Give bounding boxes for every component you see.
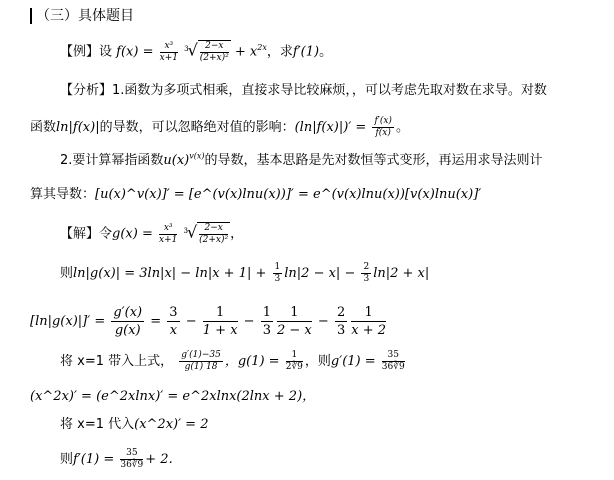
example-label: 【例】 [60, 44, 100, 60]
solution-line4-text-c: ，则 [304, 354, 331, 369]
analysis-p2-exp: v(x) [189, 151, 205, 161]
root-num: 2−x [199, 223, 228, 235]
frac-num: g′(x) [113, 305, 143, 320]
frac-den: 1 + x [202, 323, 238, 338]
frac-den: g(1) 18 [184, 362, 218, 372]
solution-line7-text: 则 [60, 452, 74, 467]
root-index: 3 [183, 227, 188, 235]
fraction-two-thirds [361, 262, 371, 285]
example-plus: + x [234, 44, 258, 60]
frac-den: 3 [363, 274, 370, 284]
minus: − [317, 314, 329, 329]
analysis-line4 [30, 186, 481, 204]
frac-num: 1 [262, 305, 271, 320]
frac-den: 36∛9 [381, 362, 405, 372]
solution-line2-text: 则 [60, 266, 74, 281]
solution-line2-math-a: ln|g(x)| = 3ln|x| − ln|x + 1| + [73, 266, 267, 281]
analysis-fraction [372, 116, 393, 139]
frac-num: f′(x) [374, 116, 392, 126]
root-num: 2−x [200, 41, 229, 53]
analysis-p2-line2-text: 算其导数： [30, 187, 96, 202]
solution-line5: (x^2x)′ = (e^2xlnx)′ = e^2xlnx(2lnx + 2)， [30, 389, 316, 404]
solution-line7-math: f′(1) = [73, 452, 115, 467]
solution-gx: g(x) = [112, 226, 153, 242]
fraction-g-prime-over-g [111, 304, 144, 339]
analysis-p2-math: u(x) [163, 153, 190, 168]
analysis-text: 函数 [30, 120, 57, 135]
fraction-final [120, 448, 143, 471]
example-text-after: ，求 [266, 44, 293, 60]
frac-num: 1 [286, 350, 303, 362]
frac-num: x³ [160, 41, 178, 53]
solution-line3-lhs: [ln|g(x)|]′ = [30, 314, 106, 329]
example-fraction [160, 41, 178, 64]
analysis-p1-line1: 1.函数为多项式相乘，直接求导比较麻烦，，可以考虑先取对数在求导。对数 [112, 83, 547, 98]
analysis-p2-line2-math: [u(x)^v(x)]′ = [e^(v(x)lnu(x))]′ = e^(v(x)lnu(x))[v(x)lnu(x)]′ [95, 187, 482, 202]
example-fx: f(x) = [116, 44, 154, 60]
example-line [60, 40, 332, 64]
fraction-1-over-3 [261, 304, 273, 339]
frac-den: g(x) [114, 323, 141, 338]
analysis-line1 [60, 82, 547, 100]
frac-den: 3 [274, 274, 281, 284]
fraction-g-prime-1 [179, 350, 223, 373]
solution-line2-math-b: ln|2 − x| − [284, 266, 356, 281]
cube-root: $^3$√ $\frac{2-x}{\text{(2+x)²}}$ [184, 40, 229, 63]
example-text: 设 [99, 44, 113, 60]
minus: − [243, 314, 255, 329]
root-den: (2+x)² [199, 53, 229, 63]
analysis-line2 [30, 116, 409, 139]
analysis-p2-text2: 的导数，基本思路是先对数恒等式变形，再运用求导法则计 [204, 153, 543, 168]
solution-line6-math: (x^2x)′ = 2 [134, 417, 209, 432]
frac-den: x+1 [159, 234, 178, 245]
frac-num: 35 [120, 448, 143, 460]
solution-line4-text: 将 x=1 带入上式， [60, 354, 174, 369]
solution-label: 【解】 [60, 226, 100, 242]
analysis-p2-text: 2.要计算幂指函数 [60, 153, 164, 168]
solution-line4-math-c: g′(1) = [330, 354, 376, 369]
frac-den: x [169, 323, 178, 338]
frac-num: g′(1)−35 [181, 350, 221, 360]
fraction-one-third [273, 262, 283, 285]
solution-text: 令 [99, 226, 113, 242]
solution-line7 [60, 448, 173, 471]
frac-num: 3 [169, 305, 178, 320]
analysis-label: 【分析】 [60, 83, 113, 98]
fraction-1-over-1-plus-x [203, 304, 238, 339]
frac-den: 3 [262, 323, 271, 338]
solution-line7-end: + 2. [145, 452, 173, 467]
root-index: 3 [184, 45, 189, 53]
frac-den: f(x) [375, 128, 391, 138]
frac-num: 1 [203, 304, 238, 322]
solution-line2-math-c: ln|2 + x| [373, 266, 430, 281]
fraction-3-over-x [167, 304, 179, 339]
frac-num: 1 [277, 304, 312, 322]
frac-num: 1 [274, 262, 281, 272]
example-period: 。 [319, 44, 333, 60]
solution-line4 [60, 350, 407, 373]
analysis-end: 。 [395, 120, 409, 135]
frac-num: 35 [382, 350, 405, 362]
solution-line6 [60, 416, 208, 434]
solution-line6-text: 将 x=1 代入 [60, 417, 135, 432]
frac-num: x³ [159, 223, 177, 235]
solution-cube-root: $^3$√ $\frac{2-x}{\text{(2+x)²}}$ [183, 222, 229, 245]
solution-fraction [159, 223, 177, 246]
fraction-g-prime-value [382, 350, 405, 373]
minus: − [185, 314, 197, 329]
solution-line4-math-b: ，g(1) = [224, 354, 280, 369]
solution-line1 [60, 222, 243, 246]
fraction-g-1 [286, 350, 303, 373]
frac-den: 2 − x [277, 323, 312, 338]
analysis-math1: ln|f(x)| [56, 120, 100, 135]
example-ask: f′(1) [292, 44, 320, 60]
frac-den: 36∛9 [120, 460, 144, 470]
solution-comma: ， [230, 226, 244, 242]
analysis-math2: (ln|f(x)|)′ = [294, 120, 367, 135]
solution-line2 [60, 262, 429, 285]
frac-den: 3 [336, 323, 346, 338]
frac-num: 1 [351, 304, 386, 322]
section-title: （三）具体题目 [36, 8, 134, 24]
fraction-1-over-2-minus-x [277, 304, 312, 339]
analysis-text2: 的导数，可以忽略绝对值的影响： [99, 120, 295, 135]
frac-num: 2 [363, 262, 370, 272]
equals: = [150, 314, 162, 329]
fraction-1-over-x-plus-2 [351, 304, 386, 339]
frac-num: 2 [336, 305, 346, 320]
frac-den: x + 2 [351, 323, 386, 338]
frac-den: 2∛9 [285, 362, 303, 372]
fraction-2-over-3 [335, 304, 347, 339]
frac-den: x+1 [159, 52, 178, 63]
section-marker [30, 8, 32, 24]
solution-line3 [30, 304, 388, 339]
root-den: (2+x)² [199, 235, 229, 245]
analysis-line3 [60, 152, 543, 170]
example-exp: 2x [257, 43, 267, 53]
